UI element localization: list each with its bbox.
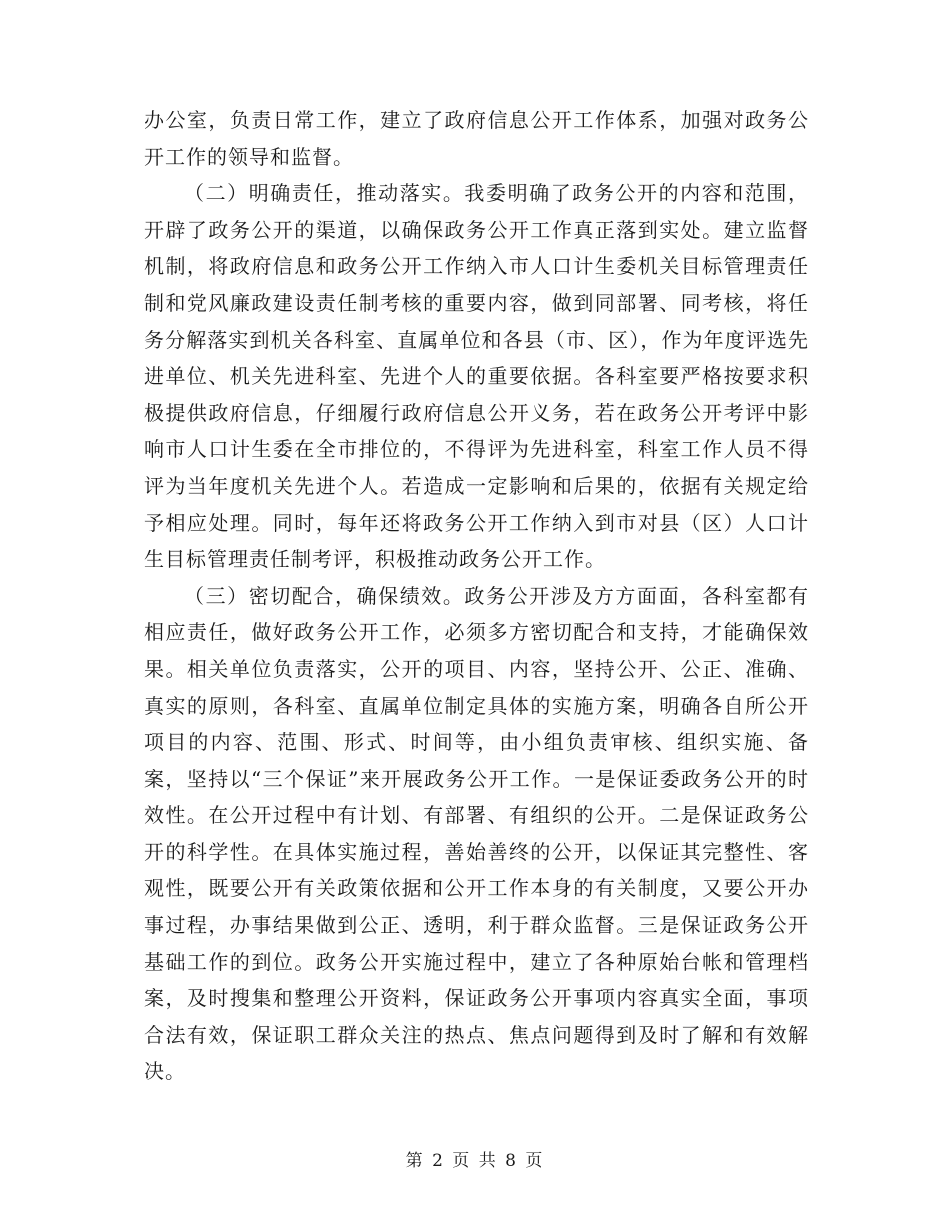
paragraph-1: 办公室，负责日常工作，建立了政府信息公开工作体系，加强对政务公开工作的领导和监督。 bbox=[144, 108, 809, 169]
paragraph-3: （三）密切配合，确保绩效。政务公开涉及方方面面，各科室都有相应责任，做好政务公开工作，必须多方密切配合和支持，才能确保效果。相关单位负责落实，公开的项目、内容，坚持公开、公正、准确、真实的原则，各科室、直属单位制定具体的实施方案，明确各自所公开项目的内容、范围、形式、时间等，由小组负责审核、组织实施、备案，坚持以“三个保证”来开展政务公开工作。一是保证委政务公开的时效性。在公开过程中有计划、有部署、有组织的公开。二是保证政务公开的科学性。在具体实施过程，善始善终的公开，以保证其完整性、客观性，既要公开有关政策依据和公开工作本身的有关制度，又要公开办事过程，办事结果做到公正、透明，利于群众监督。三是保证政务公开基础工作的到位。政务公开实施过程中，建立了各种原始台帐和管理档案，及时搜集和整理公开资料，保证政务公开事项内容真实全面，事项合法有效，保证职工群众关注的热点、焦点问题得到及时了解和有效解决。 bbox=[144, 583, 809, 1084]
paragraph-2: （二）明确责任，推动落实。我委明确了政务公开的内容和范围，开辟了政务公开的渠道，以确保政务公开工作真正落到实处。建立监督机制，将政府信息和政务公开工作纳入市人口计生委机关目标管理责任制和党风廉政建设责任制考核的重要内容，做到同部署、同考核，将任务分解落实到机关各科室、直属单位和各县（市、区），作为年度评选先进单位、机关先进科室、先进个人的重要依据。各科室要严格按要求积极提供政府信息，仔细履行政府信息公开义务，若在政务公开考评中影响市人口计生委在全市排位的，不得评为先进科室，科室工作人员不得评为当年度机关先进个人。若造成一定影响和后果的，依据有关规定给予相应处理。同时，每年还将政务公开工作纳入到市对县（区）人口计生目标管理责任制考评，积极推动政务公开工作。 bbox=[144, 181, 809, 572]
document-body bbox=[144, 102, 809, 1090]
page-number-footer: 第 2 页 共 8 页 bbox=[405, 1151, 545, 1171]
